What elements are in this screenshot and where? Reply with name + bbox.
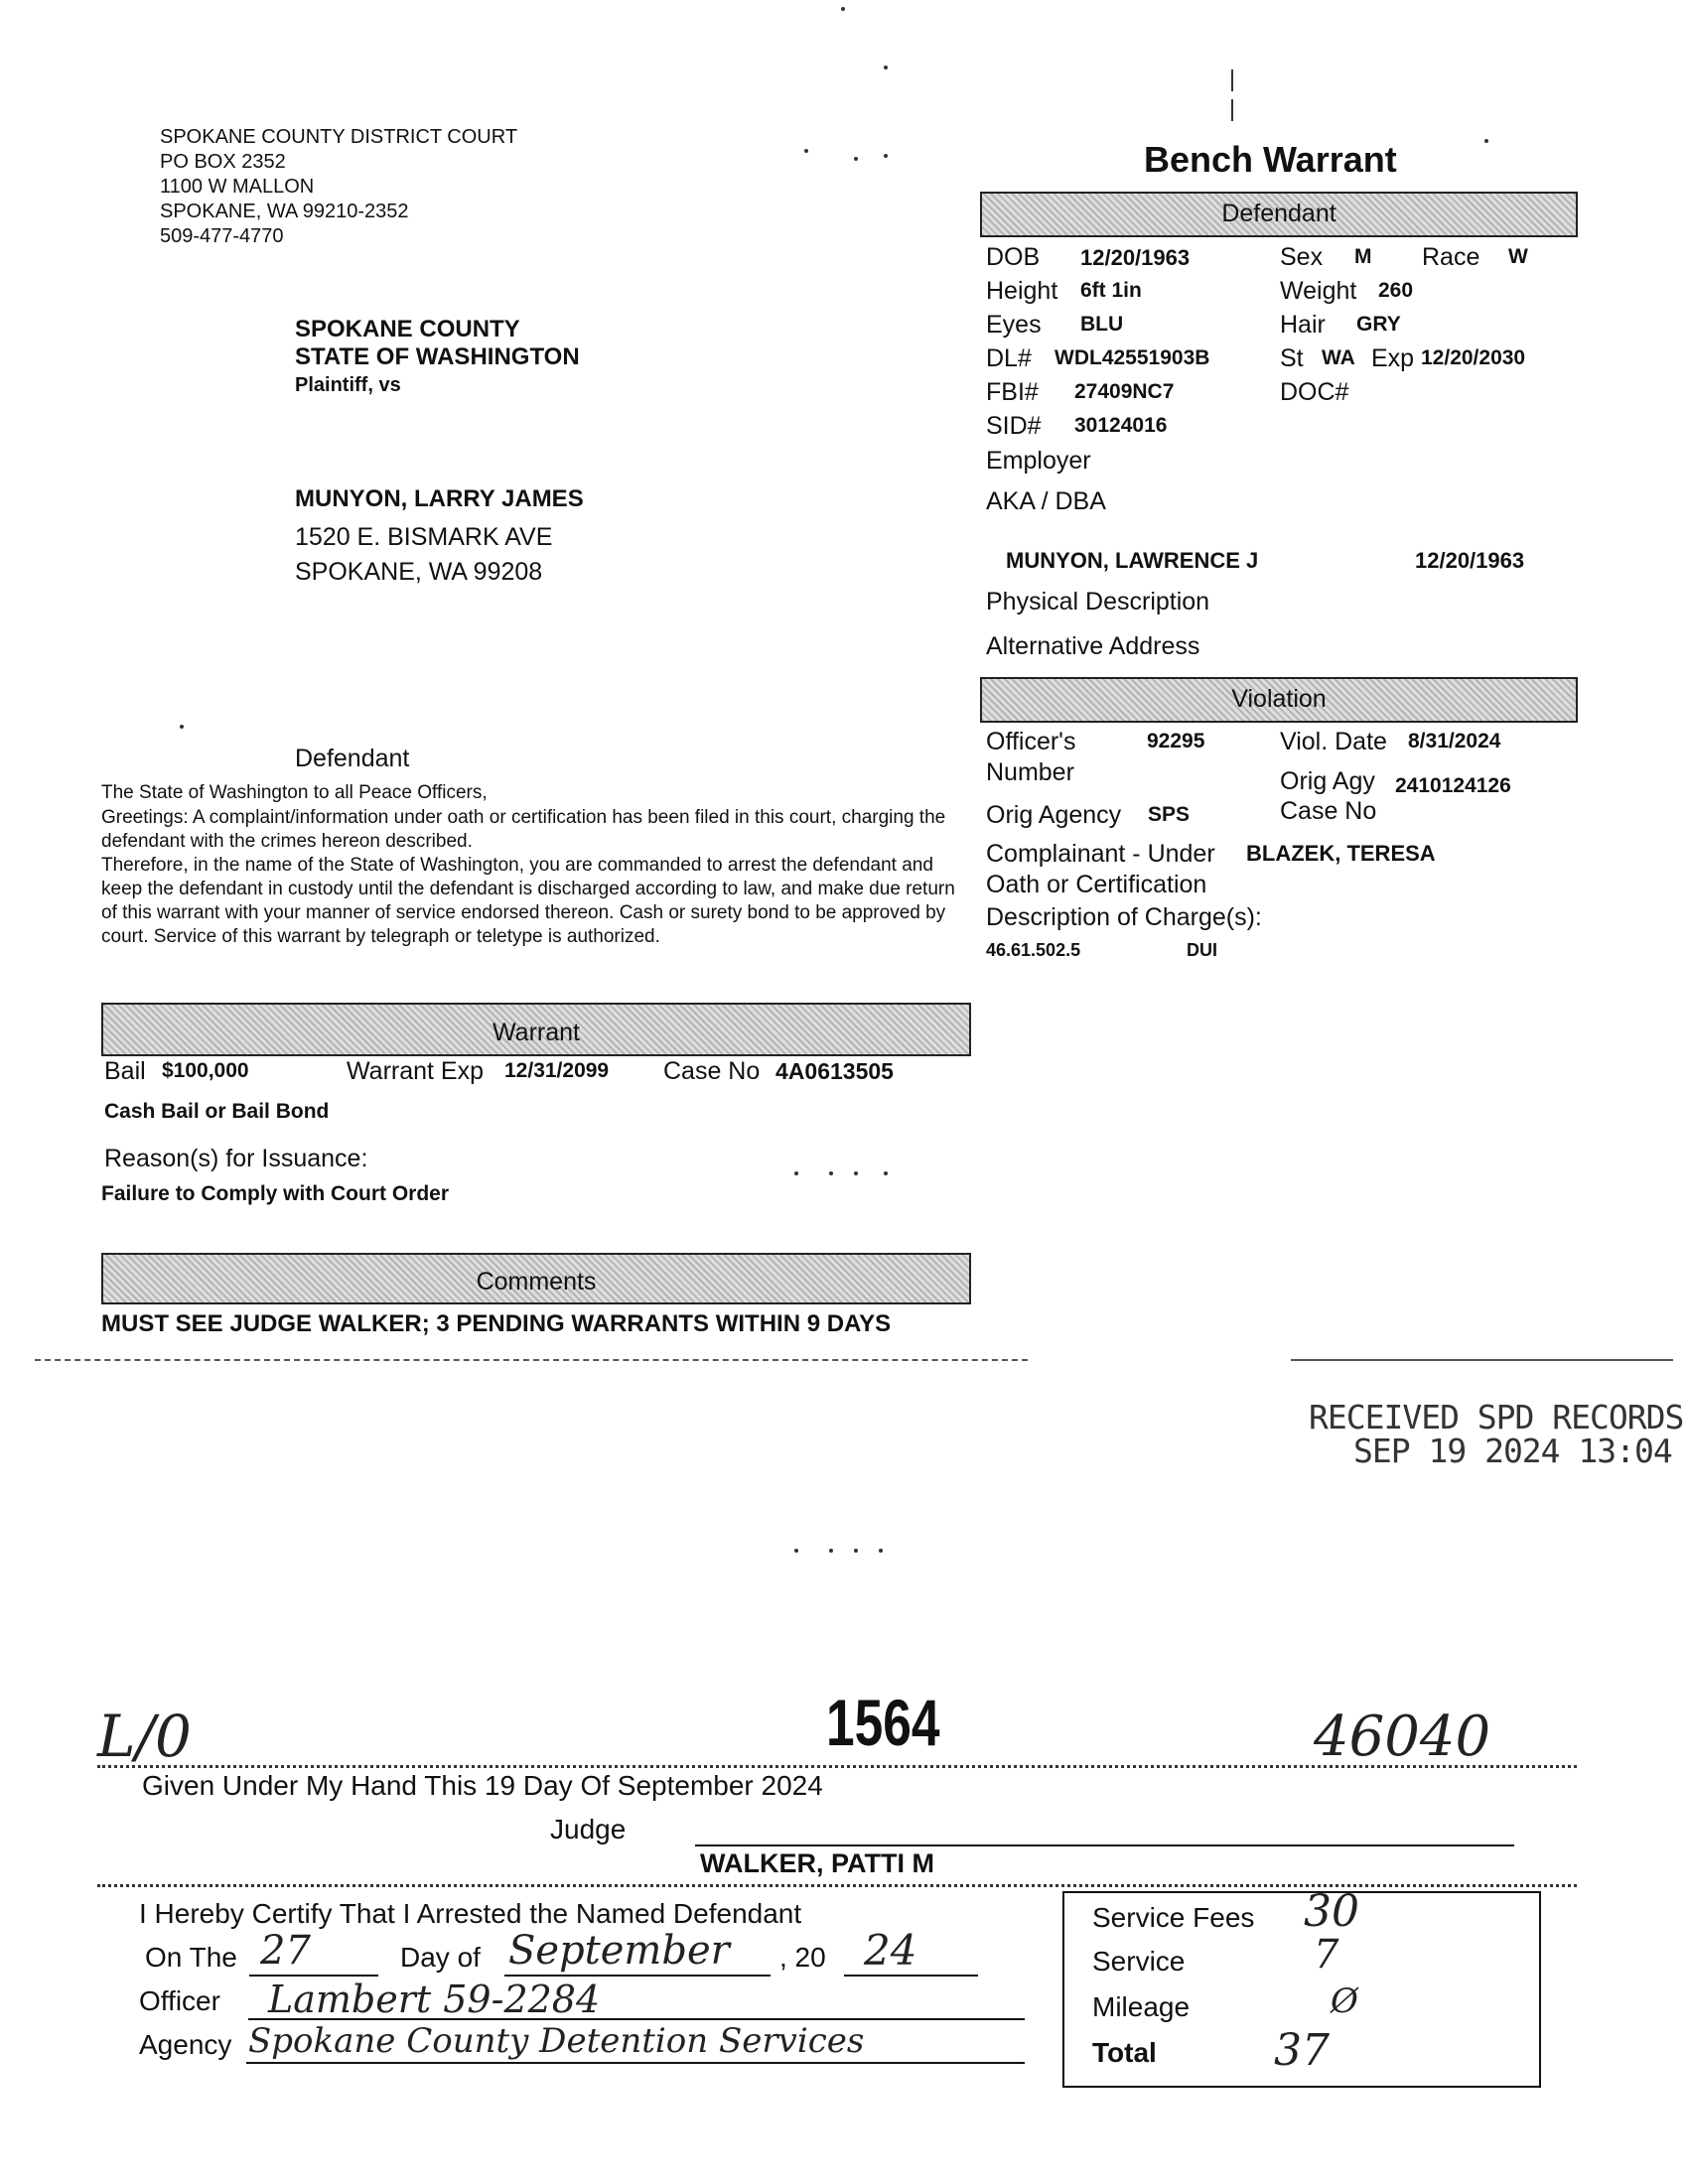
scan-speck: [1231, 99, 1233, 121]
officer-label-1: Officer's: [986, 728, 1076, 755]
handwritten-lo: L/0: [97, 1703, 192, 1770]
orig-agency: SPS: [1148, 803, 1191, 826]
officer-label-2: Number: [986, 758, 1074, 786]
race-label: Race: [1422, 243, 1480, 271]
warrant-section-header: Warrant: [101, 1003, 971, 1056]
comments-text: MUST SEE JUDGE WALKER; 3 PENDING WARRANTS WITHIN 9 DAYS: [101, 1310, 892, 1337]
scan-speck: [180, 725, 184, 729]
court-po-box: PO BOX 2352: [160, 151, 286, 173]
warrant-exp-value: 12/31/2099: [504, 1059, 610, 1082]
court-name: SPOKANE COUNTY DISTRICT COURT: [160, 126, 518, 148]
reasons-label: Reason(s) for Issuance:: [104, 1145, 368, 1172]
received-stamp-line1: RECEIVED SPD RECORDS: [1309, 1398, 1684, 1436]
scan-speck: [794, 1171, 798, 1175]
agency-underline: [246, 2062, 1025, 2064]
handwritten-officer: Lambert 59-2284: [268, 1978, 601, 2021]
scan-speck: [879, 1549, 883, 1553]
plaintiff-label: Plaintiff, vs: [295, 374, 401, 396]
sid-value: 30124016: [1074, 414, 1168, 437]
handwritten-month: September: [508, 1928, 730, 1974]
physical-description-label: Physical Description: [986, 588, 1210, 615]
doc-label: DOC#: [1280, 378, 1349, 406]
scan-speck: [829, 1549, 833, 1553]
dl-value: WDL42551903B: [1055, 346, 1210, 369]
orig-agy-label-2: Case No: [1280, 797, 1377, 825]
officer-label: Officer: [139, 1985, 220, 2016]
defendant-address2: SPOKANE, WA 99208: [295, 558, 543, 586]
scan-speck: [854, 157, 858, 161]
weight-value: 260: [1378, 279, 1414, 302]
scan-speck: [841, 7, 845, 11]
bail-label: Bail: [104, 1057, 146, 1085]
violation-section-header: Violation: [980, 677, 1578, 723]
court-street: 1100 W MALLON: [160, 176, 315, 198]
exp-value: 12/20/2030: [1421, 346, 1526, 369]
sex-label: Sex: [1280, 243, 1324, 271]
service-fees-label: Service Fees: [1092, 1902, 1255, 1933]
hair-value: GRY: [1356, 313, 1401, 336]
height-value: 6ft 1in: [1080, 279, 1142, 302]
charges-label: Description of Charge(s):: [986, 903, 1262, 931]
greeting-line1: The State of Washington to all Peace Officers,: [101, 782, 488, 803]
separator-line-right: [1291, 1359, 1673, 1361]
year-underline: [844, 1975, 978, 1977]
scan-speck: [884, 1171, 888, 1175]
handwritten-year: 24: [864, 1926, 917, 1975]
defendant-name: MUNYON, LARRY JAMES: [295, 485, 584, 512]
sex-value: M: [1354, 245, 1372, 268]
warrant-exp-label: Warrant Exp: [347, 1057, 485, 1085]
handwritten-agency: Spokane County Detention Services: [248, 2021, 865, 2061]
court-phone: 509-477-4770: [160, 225, 284, 247]
court-city: SPOKANE, WA 99210-2352: [160, 201, 409, 222]
st-label: St: [1280, 344, 1304, 372]
defendant-section-header: Defendant: [980, 192, 1578, 237]
scan-speck: [854, 1549, 858, 1553]
handwritten-1564: 1564: [826, 1686, 940, 1759]
sid-label: SID#: [986, 412, 1042, 440]
greeting-body: Greetings: A complaint/information under oath or certification has been filed in this court, charging the defendant with the crimes hereon described.: [101, 807, 946, 852]
scan-speck: [854, 1171, 858, 1175]
case-no-label: Case No: [663, 1057, 761, 1085]
handwritten-total: 37: [1274, 2025, 1330, 2076]
dob-label: DOB: [986, 243, 1041, 271]
bail-value: $100,000: [162, 1059, 249, 1082]
height-label: Height: [986, 277, 1058, 305]
complainant-label-1: Complainant - Under: [986, 840, 1215, 868]
officer-number: 92295: [1147, 730, 1205, 752]
plaintiff-line1: SPOKANE COUNTY: [295, 316, 520, 342]
bail-type: Cash Bail or Bail Bond: [104, 1100, 330, 1123]
page-title: Bench Warrant: [1144, 139, 1397, 180]
race-value: W: [1508, 245, 1528, 268]
eyes-label: Eyes: [986, 311, 1042, 339]
scan-speck: [829, 1171, 833, 1175]
defendant-address1: 1520 E. BISMARK AVE: [295, 523, 553, 551]
scan-speck: [884, 66, 888, 69]
month-underline: [504, 1975, 771, 1977]
on-the-label: On The: [145, 1942, 237, 1973]
alternative-address-label: Alternative Address: [986, 632, 1200, 660]
employer-label: Employer: [986, 447, 1091, 475]
judge-name: WALKER, PATTI M: [700, 1848, 934, 1878]
year-prefix: , 20: [779, 1942, 826, 1973]
service-label: Service: [1092, 1946, 1186, 1977]
orig-agy-label-1: Orig Agy: [1280, 767, 1375, 795]
judge-label: Judge: [550, 1814, 627, 1844]
viol-date: 8/31/2024: [1408, 730, 1501, 752]
aka-name: MUNYON, LAWRENCE J: [1006, 548, 1259, 573]
defendant-label: Defendant: [295, 745, 410, 772]
hair-label: Hair: [1280, 311, 1326, 339]
scan-speck: [794, 1549, 798, 1553]
fbi-value: 27409NC7: [1074, 380, 1175, 403]
complainant: BLAZEK, TERESA: [1246, 841, 1436, 866]
handwritten-day: 27: [260, 1928, 311, 1974]
st-value: WA: [1322, 346, 1355, 369]
scan-speck: [1231, 69, 1233, 91]
agency-label: Agency: [139, 2029, 232, 2060]
orig-agency-label: Orig Agency: [986, 801, 1122, 829]
charge-code: 46.61.502.5: [986, 940, 1081, 960]
dotted-divider-top: [97, 1765, 1577, 1768]
scan-speck: [1484, 139, 1488, 143]
aka-label: AKA / DBA: [986, 487, 1106, 515]
aka-dob: 12/20/1963: [1415, 548, 1525, 573]
plaintiff-line2: STATE OF WASHINGTON: [295, 343, 580, 370]
orig-agy-case: 2410124126: [1395, 774, 1511, 797]
viol-date-label: Viol. Date: [1280, 728, 1387, 755]
reason-value: Failure to Comply with Court Order: [101, 1182, 450, 1205]
mileage-label: Mileage: [1092, 1991, 1191, 2022]
charge-desc: DUI: [1187, 940, 1217, 960]
fbi-label: FBI#: [986, 378, 1039, 406]
given-line: Given Under My Hand This 19 Day Of September 2024: [142, 1770, 823, 1801]
greeting-command: Therefore, in the name of the State of Washington, you are commanded to arrest the defendant and keep the defendant in custody until the defendant is discharged according to law, and make due return of this warrant with your manner of service endorsed thereon. Cash or surety bond to be approved by court. Service of this warrant by telegraph or teletype is authorized.: [101, 855, 955, 947]
separator-line: [35, 1359, 1028, 1361]
exp-label: Exp: [1371, 344, 1415, 372]
weight-label: Weight: [1280, 277, 1357, 305]
case-no-value: 4A0613505: [775, 1058, 894, 1084]
day-underline: [249, 1975, 378, 1977]
judge-signature-line: [695, 1844, 1514, 1846]
total-label: Total: [1092, 2037, 1157, 2068]
comments-section-header: Comments: [101, 1253, 971, 1304]
handwritten-mileage: Ø: [1331, 1981, 1358, 2021]
handwritten-service-fees: 30: [1304, 1886, 1359, 1937]
handwritten-number-right: 46040: [1314, 1705, 1491, 1769]
scan-speck: [804, 149, 808, 153]
day-of-label: Day of: [400, 1942, 481, 1973]
eyes-value: BLU: [1080, 313, 1124, 336]
dl-label: DL#: [986, 344, 1032, 372]
certify-line: I Hereby Certify That I Arrested the Named Defendant: [139, 1898, 802, 1929]
scan-speck: [884, 154, 888, 158]
received-stamp-line2: SEP 19 2024 13:04: [1353, 1432, 1672, 1470]
complainant-label-2: Oath or Certification: [986, 871, 1207, 898]
handwritten-service: 7: [1314, 1932, 1339, 1978]
dob-value: 12/20/1963: [1080, 245, 1191, 270]
